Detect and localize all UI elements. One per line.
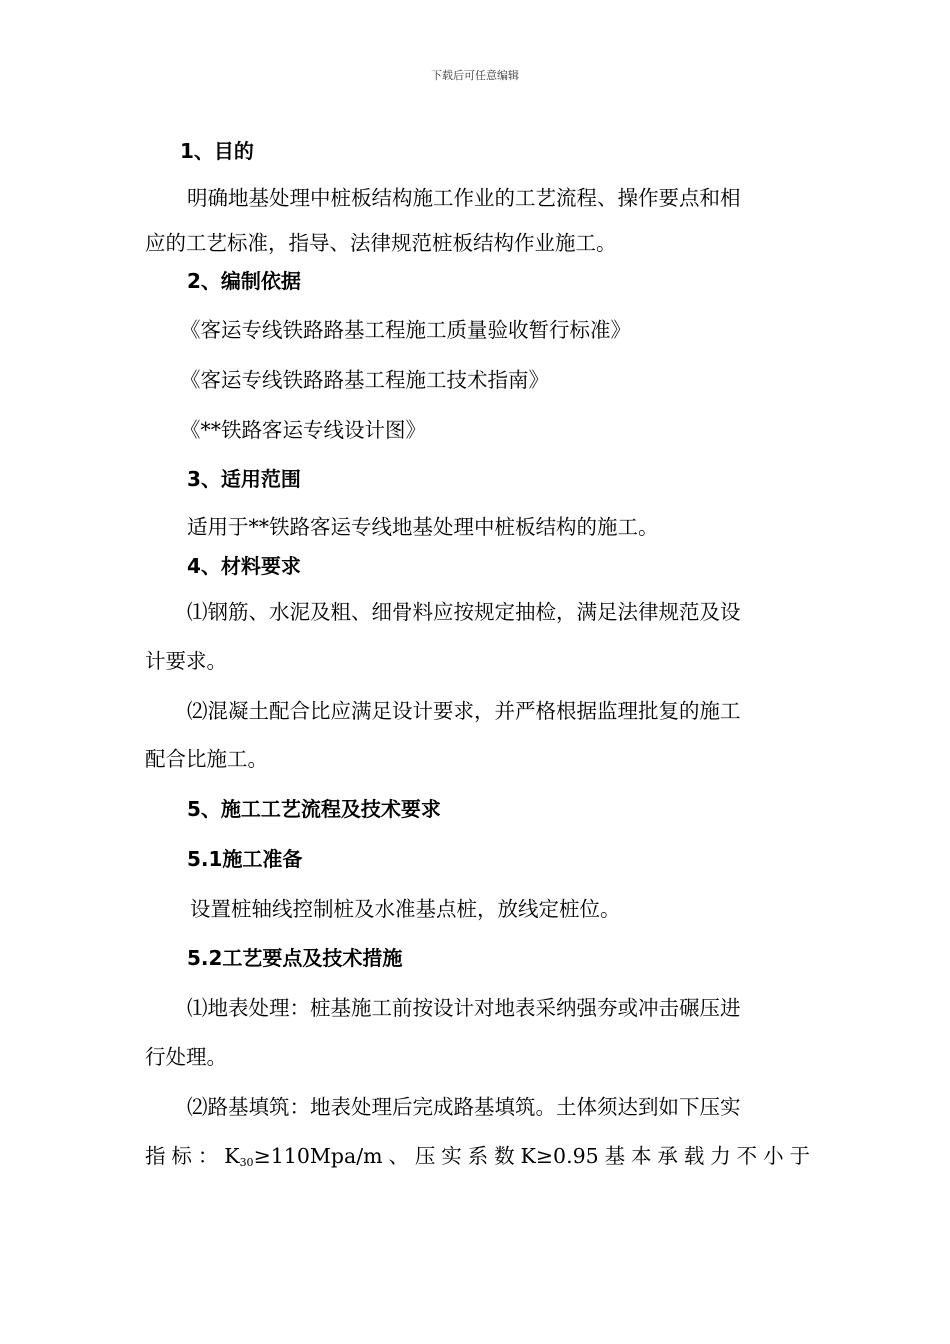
section-3-title: 3、适用范围 (187, 467, 301, 491)
section-1-paragraph-line-2: 应的工艺标准，指导、法律规范桩板结构作业施工。 (145, 231, 617, 255)
technique-item-1-line-1: ⑴地表处理：桩基施工前按设计对地表采纳强夯或冲击碾压进 (187, 996, 741, 1020)
material-item-1-line-2: 计要求。 (145, 649, 227, 673)
section-5-2-title: 5.2工艺要点及技术措施 (187, 946, 403, 970)
material-item-2-line-1: ⑵混凝土配合比应满足设计要求，并严格根据监理批复的施工 (187, 699, 741, 723)
section-3-paragraph: 适用于**铁路客运专线地基处理中桩板结构的施工。 (187, 515, 659, 539)
reference-3: 《**铁路客运专线设计图》 (180, 418, 426, 442)
technique-item-2-line-2 (145, 1143, 810, 1176)
section-5-1-paragraph: 设置桩轴线控制桩及水准基点桩，放线定桩位。 (190, 897, 621, 921)
reference-2: 《客运专线铁路路基工程施工技术指南》 (180, 368, 549, 392)
section-2-title: 2、编制依据 (187, 269, 301, 293)
material-item-2-line-2: 配合比施工。 (145, 747, 268, 771)
technique-item-1-line-2: 行处理。 (145, 1045, 227, 1069)
material-item-1-line-1: ⑴钢筋、水泥及粗、细骨料应按规定抽检，满足法律规范及设 (187, 600, 741, 624)
compaction-text-suffix: ≥110Mpa/m、压实系数K≥0.95基本承载力不小于 (253, 1144, 810, 1168)
section-1-paragraph-line-1: 明确地基处理中桩板结构施工作业的工艺流程、操作要点和相 (187, 186, 741, 210)
section-5-1-title: 5.1施工准备 (187, 847, 303, 871)
k30-subscript: 30 (239, 1156, 254, 1169)
compaction-text-prefix: 指标：K (145, 1144, 240, 1168)
section-4-title: 4、材料要求 (187, 554, 301, 578)
section-5-title: 5、施工工艺流程及技术要求 (187, 797, 441, 821)
technique-item-2-line-1: ⑵路基填筑：地表处理后完成路基填筑。土体须达到如下压实 (187, 1095, 741, 1119)
page-header-note: 下载后可任意编辑 (431, 69, 519, 82)
reference-1: 《客运专线铁路路基工程施工质量验收暂行标准》 (180, 318, 631, 342)
section-1-title: 1、目的 (180, 139, 254, 163)
